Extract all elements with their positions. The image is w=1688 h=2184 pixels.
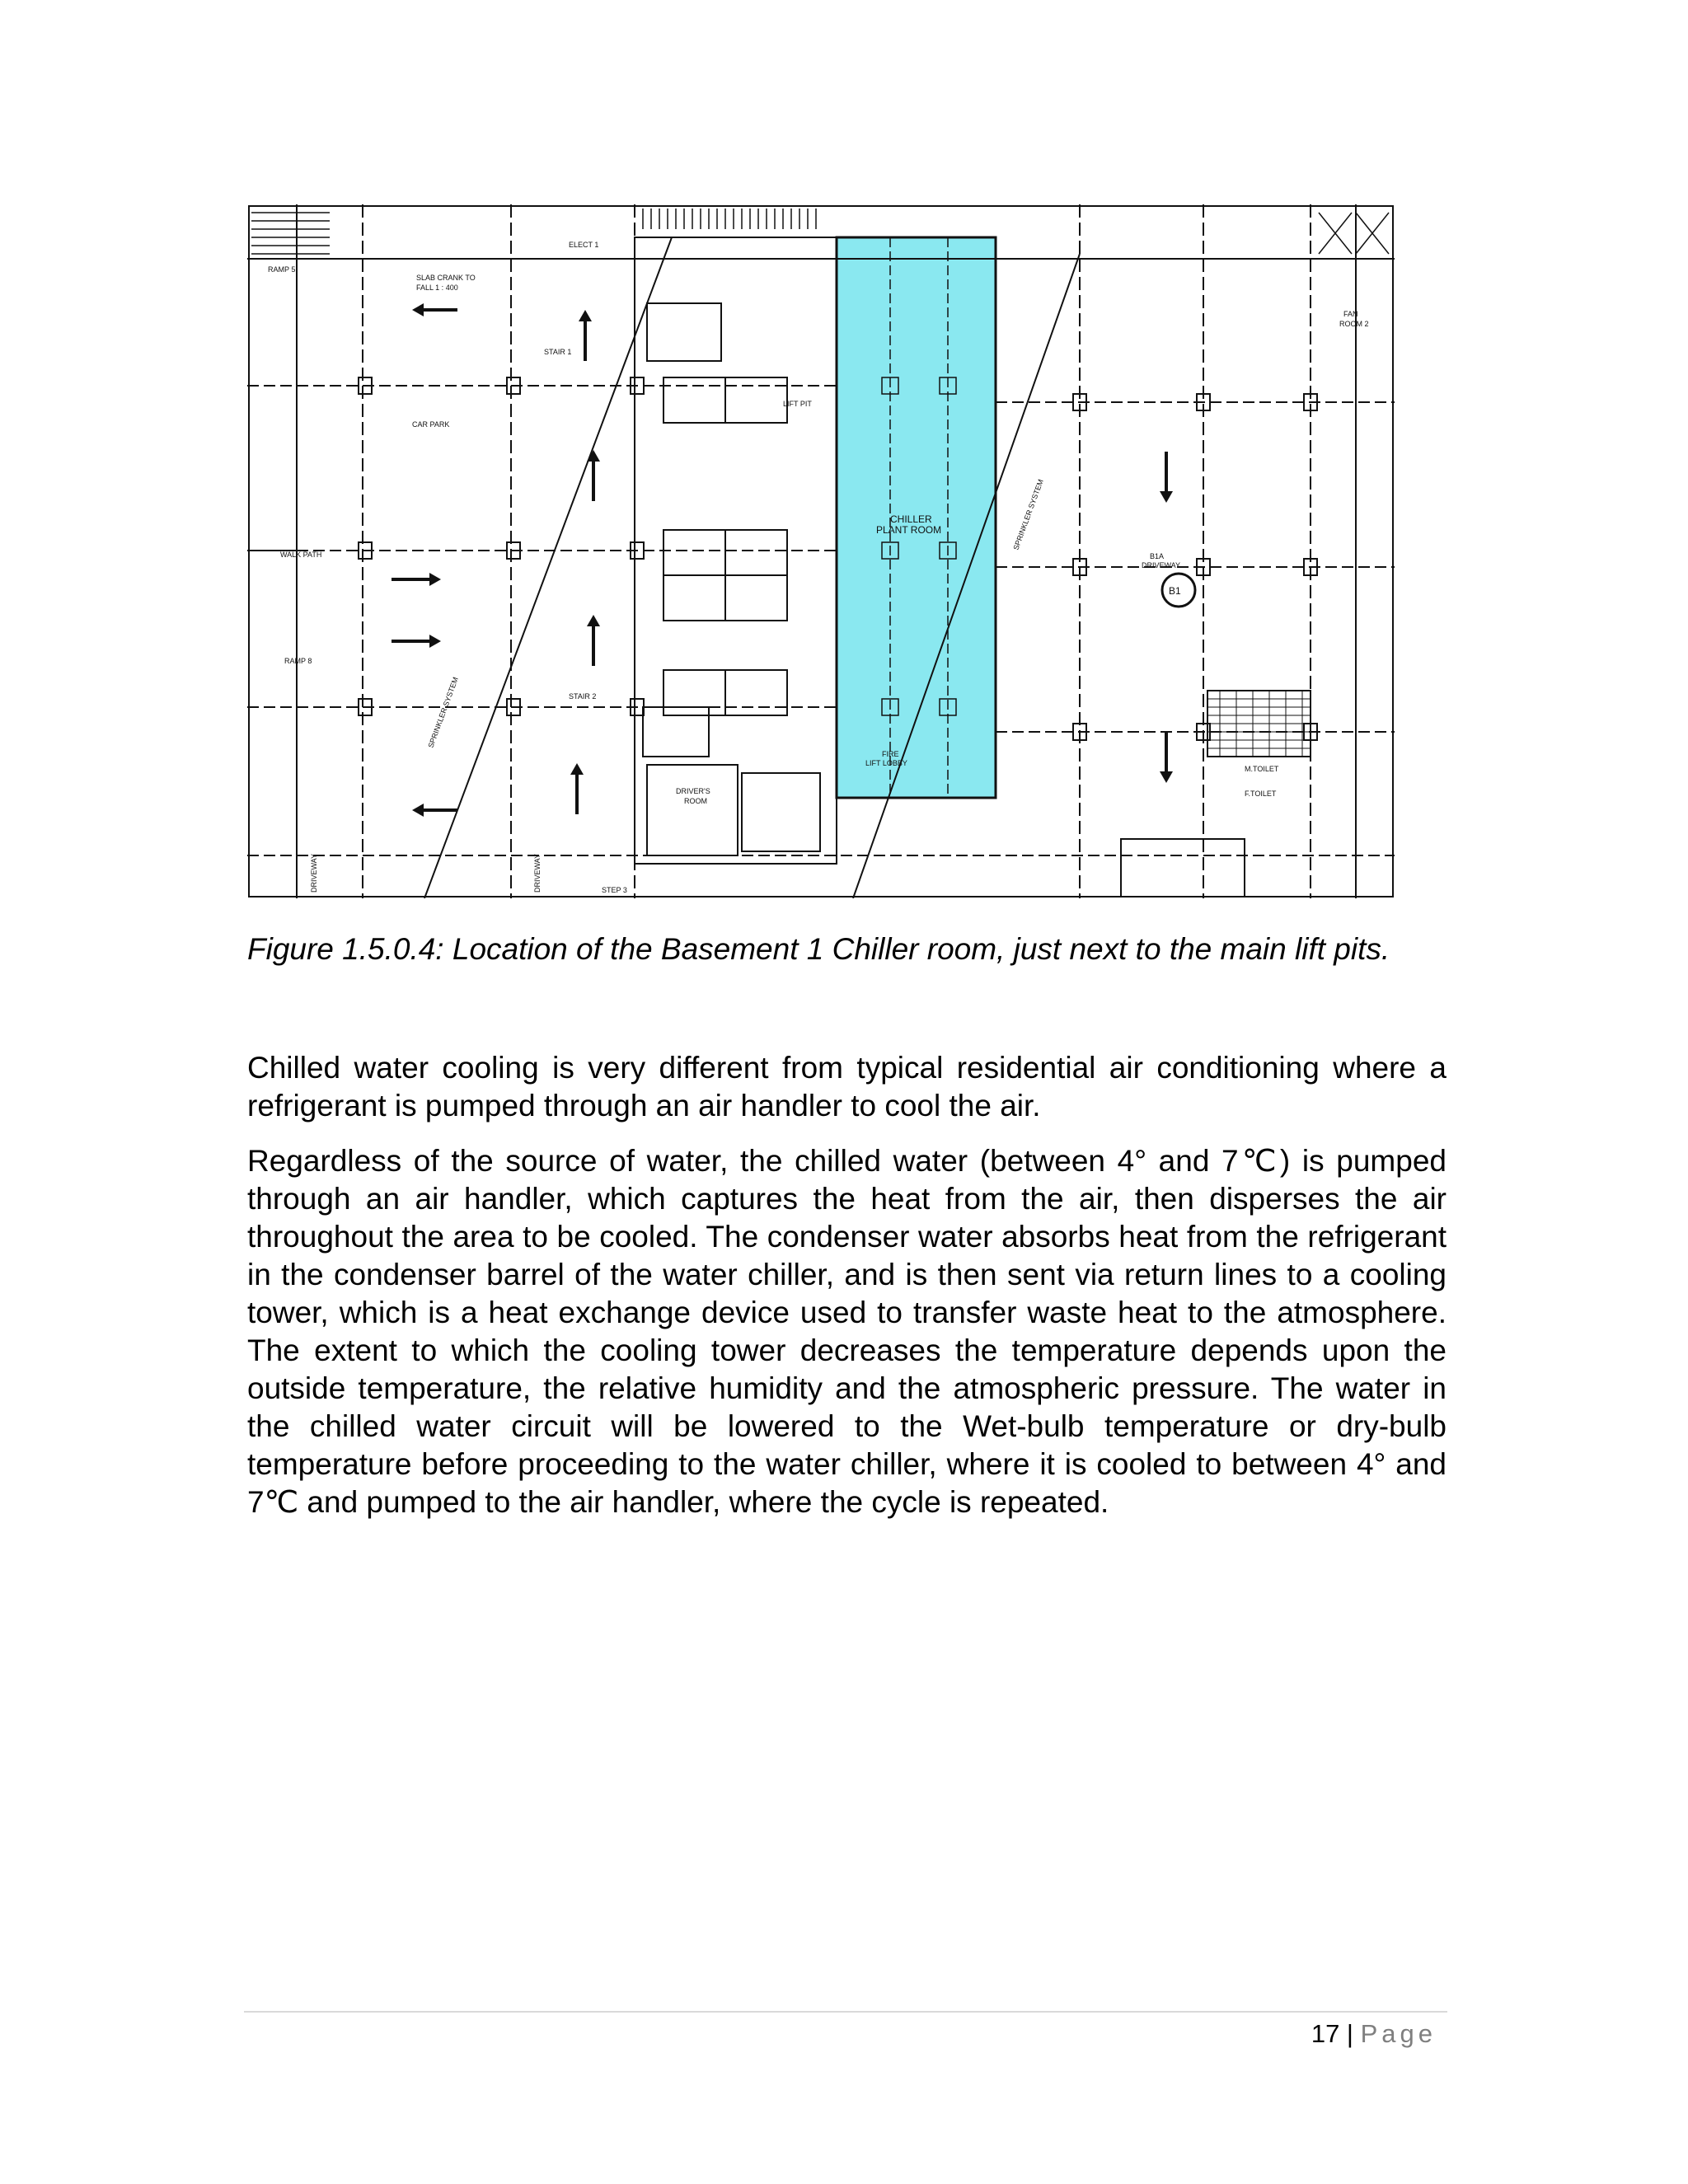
plan-label-stair2: STAIR 2	[569, 692, 597, 701]
plan-label-driveway-b1a: DRIVEWAY	[1142, 561, 1181, 569]
plan-label-chiller: CHILLER	[890, 513, 932, 525]
body-paragraph-1: Chilled water cooling is very different from typical residential air conditioning where a refrigerant is pumped through an air handler to cool the air.	[247, 1051, 1447, 1122]
floor-plan-drawing	[247, 204, 1395, 898]
plan-label-ramp8: RAMP 8	[284, 657, 312, 665]
plan-label-car-park: CAR PARK	[412, 420, 450, 429]
plan-label-sprinkler-left: SPRINKLER SYSTEM	[426, 676, 460, 749]
page-separator: |	[1339, 2019, 1361, 2048]
plan-label-b1a: B1A	[1150, 552, 1165, 560]
plan-label-walk-path: WALK PATH	[280, 551, 322, 559]
footer-divider	[244, 2011, 1447, 2013]
plan-label-plant-room: PLANT ROOM	[876, 524, 942, 536]
plan-label-stair1: STAIR 1	[544, 348, 572, 356]
plan-label-room: ROOM	[684, 797, 707, 805]
page-footer	[1311, 2019, 1437, 2049]
plan-label-step3: STEP 3	[602, 886, 627, 894]
plan-label-slab: SLAB CRANK TO	[416, 274, 476, 282]
page-label: Page	[1360, 2019, 1437, 2048]
plan-label-lift-lobby: LIFT LOBBY	[865, 759, 907, 767]
page-number: 17	[1311, 2019, 1340, 2048]
floor-plan-figure	[247, 204, 1395, 898]
plan-label-b1: B1	[1169, 585, 1181, 597]
plan-label-driveway-left: DRIVEWAY	[310, 853, 318, 893]
plan-label-sprinkler-right: SPRINKLER SYSTEM	[1011, 478, 1045, 551]
plan-label-fire: FIRE	[882, 750, 899, 758]
plan-label-drivers: DRIVER'S	[676, 787, 710, 795]
plan-label-f-toilet: F.TOILET	[1245, 790, 1277, 798]
body-paragraph-2: Regardless of the source of water, the chilled water (between 4° and 7℃) is pumped through an air handler, which captures the heat from the air, then disperses the air throughout the area to be cooled. The condenser water absorbs heat from the refrigerant in the condenser barrel of the water chiller, and is then sent via return lines to a cooling tower, which is a heat exchange device used to transfer waste heat to the atmosphere. The extent to which the cooling tower decreases the temperature depends upon the outside temperature, the relative humidity and the atmospheric pressure. The water in the chilled water circuit will be lowered to the Wet-bulb temperature or dry-bulb temperature before proceeding to the water chiller, where it is cooled to between 4° and 7℃ and pumped to the air handler, where the cycle is repeated.	[247, 1144, 1447, 1519]
plan-label-driveway-mid: DRIVEWAY	[533, 853, 542, 893]
figure-caption: Figure 1.5.0.4: Location of the Basement 1 Chiller room, just next to the main lift pits.	[247, 932, 1390, 966]
plan-label-elect: ELECT 1	[569, 241, 599, 249]
plan-label-fall: FALL 1 : 400	[416, 284, 458, 292]
plan-label-fan: FAN	[1343, 310, 1358, 318]
plan-label-room2: ROOM 2	[1339, 320, 1369, 328]
plan-label-lift-pit: LIFT PIT	[783, 400, 812, 408]
plan-label-ramp5: RAMP 5	[268, 265, 296, 274]
plan-label-m-toilet: M.TOILET	[1245, 765, 1279, 773]
